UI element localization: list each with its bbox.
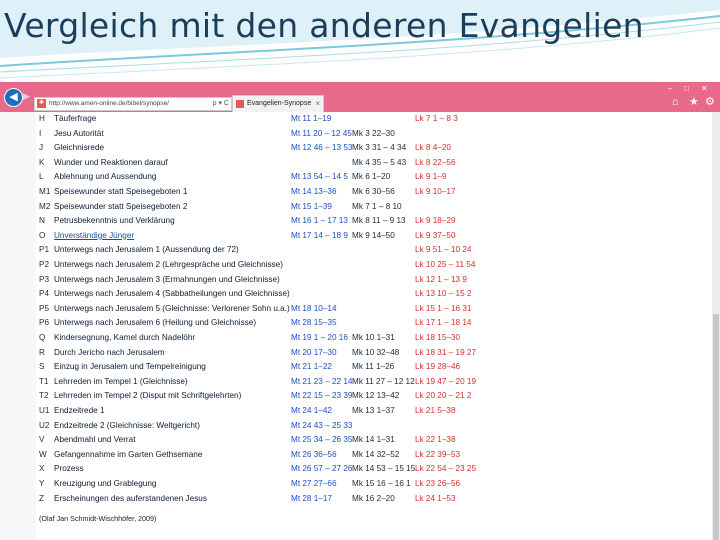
close-window-icon[interactable]: ✕ — [701, 84, 708, 93]
matthew-reference-link[interactable]: Mt 19 1 – 20 16 — [291, 333, 348, 342]
mark-reference-link[interactable]: Mk 3 22–30 — [352, 128, 395, 138]
mark-reference-link[interactable]: Mk 8 11 – 9 13 — [352, 216, 406, 226]
synopsis-row — [36, 258, 712, 272]
synopsis-row — [36, 185, 712, 199]
mark-reference-link[interactable]: Mk 11 27 – 12 12 — [352, 376, 415, 386]
section-id: Z — [39, 493, 45, 503]
mark-reference-link[interactable]: Mk 4 35 – 5 43 — [352, 157, 407, 167]
section-title: Unterwegs nach Jerusalem 2 (Lehrgespräche und Gleichnisse) — [54, 260, 283, 269]
section-id: W — [39, 449, 47, 459]
synopsis-row — [36, 302, 712, 316]
section-title: Unterwegs nach Jerusalem 3 (Ermahnungen und Gleichnisse) — [54, 274, 280, 284]
section-id: T1 — [39, 376, 49, 386]
synopsis-row — [36, 360, 712, 374]
luke-reference-link[interactable]: Lk 19 28–46 — [415, 362, 461, 372]
section-id: U2 — [39, 420, 50, 430]
credit-line: (Olaf Jan Schmidt-Wischhöfer, 2009) — [39, 514, 157, 523]
address-bar[interactable] — [34, 97, 232, 111]
luke-reference-link[interactable]: Lk 22 39–53 — [415, 449, 461, 459]
section-id: O — [39, 230, 46, 240]
luke-reference-link[interactable]: Lk 9 18–29 — [415, 216, 456, 226]
mark-reference-link[interactable]: Mk 16 2–20 — [352, 493, 395, 503]
section-id: T2 — [39, 391, 49, 401]
synopsis-row — [36, 229, 712, 243]
mark-reference-link[interactable]: Mk 3 31 – 4 34 — [352, 143, 407, 153]
synopsis-row — [36, 331, 712, 345]
luke-reference-link[interactable]: Lk 15 1 – 16 31 — [415, 303, 472, 313]
section-title: Kreuzigung und Grablegung — [54, 479, 157, 488]
luke-reference-link[interactable]: Lk 18 31 – 19 27 — [415, 347, 477, 357]
scrollbar-thumb[interactable] — [713, 314, 719, 540]
synopsis-row — [36, 243, 712, 257]
mark-reference-link[interactable]: Mk 13 1–37 — [352, 406, 395, 415]
matthew-reference-link[interactable]: Mt 12 46 – 13 53 — [291, 143, 353, 153]
matthew-reference-link[interactable]: Mt 16 1 – 17 13 — [291, 216, 348, 226]
luke-reference-link[interactable]: Lk 18 15–30 — [415, 333, 461, 342]
matthew-reference-link[interactable]: Mt 28 15–35 — [291, 318, 337, 328]
section-title: Durch Jericho nach Jerusalem — [54, 347, 165, 357]
luke-reference-link[interactable]: Lk 8 22–56 — [415, 157, 456, 167]
mark-reference-link[interactable]: Mk 11 1–26 — [352, 362, 395, 372]
luke-reference-link[interactable]: Lk 22 1–38 — [415, 435, 456, 445]
synopsis-row — [36, 462, 712, 476]
matthew-reference-link[interactable]: Mt 21 23 – 22 14 — [291, 376, 353, 386]
luke-reference-link[interactable]: Lk 22 54 – 23 25 — [415, 464, 477, 474]
mark-reference-link[interactable]: Mk 7 1 – 8 10 — [352, 201, 402, 211]
luke-reference-link[interactable]: Lk 9 37–50 — [415, 230, 456, 240]
settings-gear-icon[interactable]: ⚙ — [705, 96, 715, 108]
matthew-reference-link[interactable]: Mt 20 17–30 — [291, 347, 337, 357]
synopsis-row — [36, 419, 712, 433]
section-title: Endzeitrede 1 — [54, 406, 105, 415]
synopsis-row — [36, 389, 712, 403]
matthew-reference-link[interactable]: Mt 24 43 – 25 33 — [291, 420, 353, 430]
matthew-reference-link[interactable]: Mt 22 15 – 23 39 — [291, 391, 353, 401]
synopsis-row — [36, 214, 712, 228]
synopsis-page — [36, 112, 712, 540]
matthew-reference-link[interactable]: Mt 26 36–56 — [291, 449, 337, 459]
synopsis-row — [36, 477, 712, 491]
synopsis-row — [36, 287, 712, 301]
section-title: Lehrreden im Tempel 1 (Gleichnisse) — [54, 376, 188, 386]
section-title: Jesu Autorität — [54, 128, 104, 138]
luke-reference-link[interactable]: Lk 9 1–9 — [415, 172, 447, 182]
mark-reference-link[interactable]: Mk 9 14–50 — [352, 230, 395, 240]
matthew-reference-link[interactable]: Mt 18 10–14 — [291, 303, 337, 313]
luke-reference-link[interactable]: Lk 19 47 – 20 19 — [415, 376, 477, 386]
matthew-reference-link[interactable]: Mt 11 1–19 — [291, 114, 332, 123]
section-title: Lehrreden im Tempel 2 (Disput mit Schriftgelehrten) — [54, 391, 242, 401]
section-id: H — [39, 114, 45, 123]
section-title: Unterwegs nach Jerusalem 1 (Aussendung der 72) — [54, 245, 239, 255]
luke-reference-link[interactable]: Lk 10 25 – 11 54 — [415, 260, 476, 269]
matthew-reference-link[interactable]: Mt 13 54 – 14 5 — [291, 172, 348, 182]
mark-reference-link[interactable]: Mk 12 13–42 — [352, 391, 400, 401]
synopsis-row — [36, 273, 712, 287]
section-id: P1 — [39, 245, 50, 255]
section-id: J — [39, 143, 44, 153]
section-title: Täuferfrage — [54, 114, 97, 123]
section-title: Kindersegnung, Kamel durch Nadelöhr — [54, 333, 196, 342]
section-title: Gleichnisrede — [54, 143, 105, 153]
luke-reference-link[interactable]: Lk 7 1 – 8 3 — [415, 114, 458, 123]
section-title: Petrusbekenntnis und Verklärung — [54, 216, 175, 226]
section-title: Abendmahl und Verrat — [54, 435, 136, 445]
maximize-icon[interactable]: □ — [684, 84, 689, 93]
section-title: Einzug in Jerusalem und Tempelreinigung — [54, 362, 206, 372]
mark-reference-link[interactable]: Mk 14 32–52 — [352, 449, 400, 459]
section-title: Prozess — [54, 464, 84, 474]
section-id: K — [39, 157, 45, 167]
mark-reference-link[interactable]: Mk 10 32–48 — [352, 347, 400, 357]
synopsis-row — [36, 141, 712, 155]
tab-title: Evangelien-Synopse — [247, 100, 312, 107]
matthew-reference-link[interactable]: Mt 17 14 – 18 9 — [291, 230, 348, 240]
luke-reference-link[interactable]: Lk 20 20 – 21 2 — [415, 391, 472, 401]
mark-reference-link[interactable]: Mk 14 53 – 15 15 — [352, 464, 416, 474]
synopsis-row — [36, 316, 712, 330]
section-id: Q — [39, 333, 46, 342]
back-arrow-icon[interactable]: ◀ — [4, 88, 23, 107]
close-tab-icon[interactable]: × — [315, 99, 320, 108]
section-id: P4 — [39, 289, 50, 299]
synopsis-row — [36, 156, 712, 170]
synopsis-row — [36, 346, 712, 360]
luke-reference-link[interactable]: Lk 8 4–20 — [415, 143, 451, 153]
synopsis-row — [36, 375, 712, 389]
search-refresh-icon[interactable]: ρ ▾ C — [212, 100, 229, 107]
section-id: Y — [39, 479, 45, 488]
section-id: L — [39, 172, 44, 182]
section-title: Endzeitrede 2 (Gleichnisse: Weltgericht) — [54, 420, 200, 430]
tab-evangelien-synopse[interactable] — [232, 95, 324, 113]
section-title: Unterwegs nach Jerusalem 5 (Gleichnisse: Verlorener Sohn u.a.) — [54, 303, 290, 313]
section-title: Gefangennahme im Garten Gethsemane — [54, 449, 203, 459]
section-title: Ablehnung und Aussendung — [54, 172, 157, 182]
forward-arrow-icon[interactable]: ▶ — [23, 91, 30, 101]
section-id: S — [39, 362, 45, 372]
home-icon[interactable]: ⌂ — [672, 96, 679, 108]
luke-reference-link[interactable]: Lk 9 10–17 — [415, 187, 456, 196]
section-title: Speisewunder statt Speisegeboten 1 — [54, 187, 188, 196]
section-id: P2 — [39, 260, 50, 269]
synopsis-row — [36, 127, 712, 141]
luke-reference-link[interactable]: Lk 9 51 – 10 24 — [415, 245, 472, 255]
mark-reference-link[interactable]: Mk 15 16 – 16 1 — [352, 479, 411, 488]
browser-window — [0, 82, 720, 540]
section-title: Speisewunder statt Speisegeboten 2 — [54, 201, 188, 211]
mark-reference-link[interactable]: Mk 6 1–20 — [352, 172, 391, 182]
luke-reference-link[interactable]: Lk 24 1–53 — [415, 493, 456, 503]
matthew-reference-link[interactable]: Mt 14 13–36 — [291, 187, 337, 196]
minimize-icon[interactable]: – — [668, 84, 673, 93]
section-title: Unterwegs nach Jerusalem 6 (Heilung und Gleichnisse) — [54, 318, 257, 328]
synopsis-row — [36, 448, 712, 462]
section-title: Wunder und Reaktionen darauf — [54, 157, 168, 167]
mark-reference-link[interactable]: Mk 10 1–31 — [352, 333, 395, 342]
section-id: P3 — [39, 274, 50, 284]
slide-title: Vergleich mit den anderen Evangelien — [4, 6, 644, 45]
section-id: M1 — [39, 187, 51, 196]
section-id: N — [39, 216, 45, 226]
matthew-reference-link[interactable]: Mt 21 1–22 — [291, 362, 332, 372]
luke-reference-link[interactable]: Lk 21 5–38 — [415, 406, 456, 415]
section-id: P6 — [39, 318, 50, 328]
matthew-reference-link[interactable]: Mt 25 34 – 26 35 — [291, 435, 353, 445]
matthew-reference-link[interactable]: Mt 24 1–42 — [291, 406, 332, 415]
luke-reference-link[interactable]: Lk 12 1 – 13 9 — [415, 274, 467, 284]
section-id: R — [39, 347, 45, 357]
favorites-star-icon[interactable]: ★ — [689, 96, 699, 108]
browser-toolbar — [0, 82, 720, 112]
matthew-reference-link[interactable]: Mt 11 20 – 12 45 — [291, 128, 352, 138]
synopsis-row — [36, 433, 712, 447]
synopsis-row — [36, 200, 712, 214]
address-url[interactable]: http://www.amen-online.de/bibel/synopse/ — [49, 100, 169, 107]
synopsis-row — [36, 492, 712, 506]
synopsis-row — [36, 404, 712, 418]
section-id: X — [39, 464, 45, 474]
mark-reference-link[interactable]: Mk 6 30–56 — [352, 187, 395, 196]
synopsis-row — [36, 170, 712, 184]
luke-reference-link[interactable]: Lk 13 10 – 15 2 — [415, 289, 472, 299]
section-id: M2 — [39, 201, 51, 211]
mark-reference-link[interactable]: Mk 14 1–31 — [352, 435, 395, 445]
synopsis-row — [36, 112, 712, 126]
section-title[interactable]: Unverständige Jünger — [54, 230, 135, 240]
matthew-reference-link[interactable]: Mt 15 1–39 — [291, 201, 332, 211]
tab-favicon-icon — [236, 100, 244, 108]
section-title: Unterwegs nach Jerusalem 4 (Sabbatheilungen und Gleichnisse) — [54, 289, 290, 299]
section-id: U1 — [39, 406, 50, 415]
luke-reference-link[interactable]: Lk 23 26–56 — [415, 479, 461, 488]
matthew-reference-link[interactable]: Mt 27 27–66 — [291, 479, 337, 488]
section-id: V — [39, 435, 45, 445]
section-id: P5 — [39, 303, 50, 313]
matthew-reference-link[interactable]: Mt 28 1–17 — [291, 493, 332, 503]
section-title: Erscheinungen des auferstandenen Jesus — [54, 493, 207, 503]
luke-reference-link[interactable]: Lk 17 1 – 18 14 — [415, 318, 472, 328]
section-id: I — [39, 128, 42, 138]
matthew-reference-link[interactable]: Mt 26 57 – 27 26 — [291, 464, 353, 474]
site-favicon-icon: ✱ — [38, 100, 45, 106]
